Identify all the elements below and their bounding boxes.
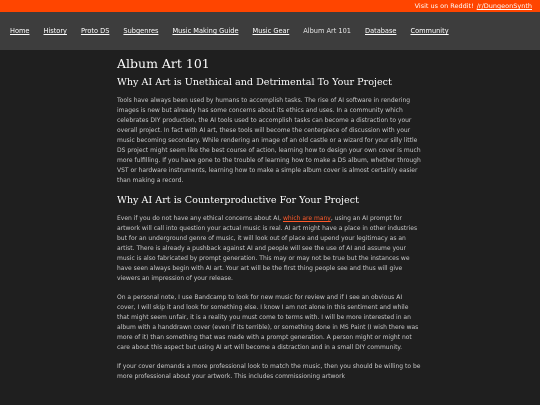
section-heading-counterproductive: Why AI Art is Counterproductive For Your Project [117, 195, 359, 206]
nav-item-database[interactable]: Database [365, 27, 397, 35]
nav-item-history[interactable]: History [43, 27, 67, 35]
nav-item-album-art[interactable]: Album Art 101 [303, 27, 351, 35]
article [117, 53, 422, 391]
section-paragraph: If your cover demands a more professional look to match the music, then you should be willing to be more professional about your artwork. This includes commissioning artwork [117, 363, 421, 380]
paragraph-text: , using an AI prompt for artwork will call into question your actual music is real. AI art might have a place in other industries but for an underground genre of music, it will look out of place and upend your legitimacy as an artist. There is already a pushback against AI and people will see the use of AI and assume your music is also fabricated by prompt generation. This may or may not be true but the instances we have seen always begin with AI art. Your art will be the first thing people see and thus will give viewers an impression of your release. [117, 215, 418, 282]
nav-item-music-gear[interactable]: Music Gear [252, 27, 290, 35]
section-paragraph: On a personal note, I use Bandcamp to look for new music for review and if I see an obvious AI cover, I will skip it and look for something else. I know I am not alone in this sentiment and while that might seem unfair, it is a reality you must come to terms with. I will be more interested in an album with a handdrawn cover (even if its terrible), or something done in MS Paint (I wish there was more of it) than something that was made with a prompt generation. A person might or might not care about this aspect but using AI art will become a distraction and in a small DIY community. [117, 294, 419, 351]
section-paragraph: Tools have always been used by humans to accomplish tasks. The rise of AI software in rendering images is new but already has some concerns about its ethics and uses. In a community which celebrates DIY production, the AI tools used to accomplish tasks can become a distraction to your overall project. In fact with AI art, these tools will become the centerpiece of discussion with your music becoming secondary. While rendering an image of an old castle or a wizard for your silly little DS project might seem like the best course of action, learning how to design your own cover is much more fulfilling. If you have gone to the trouble of learning how to make a DS album, whether through VST or hardware instruments, learning how to make a simple album cover is almost certainly easier than making a record. [117, 97, 421, 184]
reddit-link[interactable]: /r/DungeonSynth [476, 2, 532, 10]
reddit-banner-text: Visit us on Reddit! [414, 2, 474, 10]
section-paragraph [117, 214, 422, 284]
page-title: Album Art 101 [117, 56, 210, 71]
reddit-banner [0, 0, 540, 12]
which-are-many-link[interactable]: which are many [282, 215, 331, 222]
nav-item-music-making-guide[interactable]: Music Making Guide [172, 27, 239, 35]
section-heading-unethical: Why AI Art is Unethical and Detrimental To Your Project [117, 77, 392, 88]
nav-item-proto-ds[interactable]: Proto DS [80, 27, 110, 35]
nav-item-subgenres[interactable]: Subgenres [123, 27, 159, 35]
nav-item-community[interactable]: Community [410, 27, 449, 35]
paragraph-text: Even if you do not have any ethical concerns about AI, [117, 215, 283, 222]
nav-item-home[interactable]: Home [10, 27, 30, 35]
main-nav [0, 12, 540, 50]
